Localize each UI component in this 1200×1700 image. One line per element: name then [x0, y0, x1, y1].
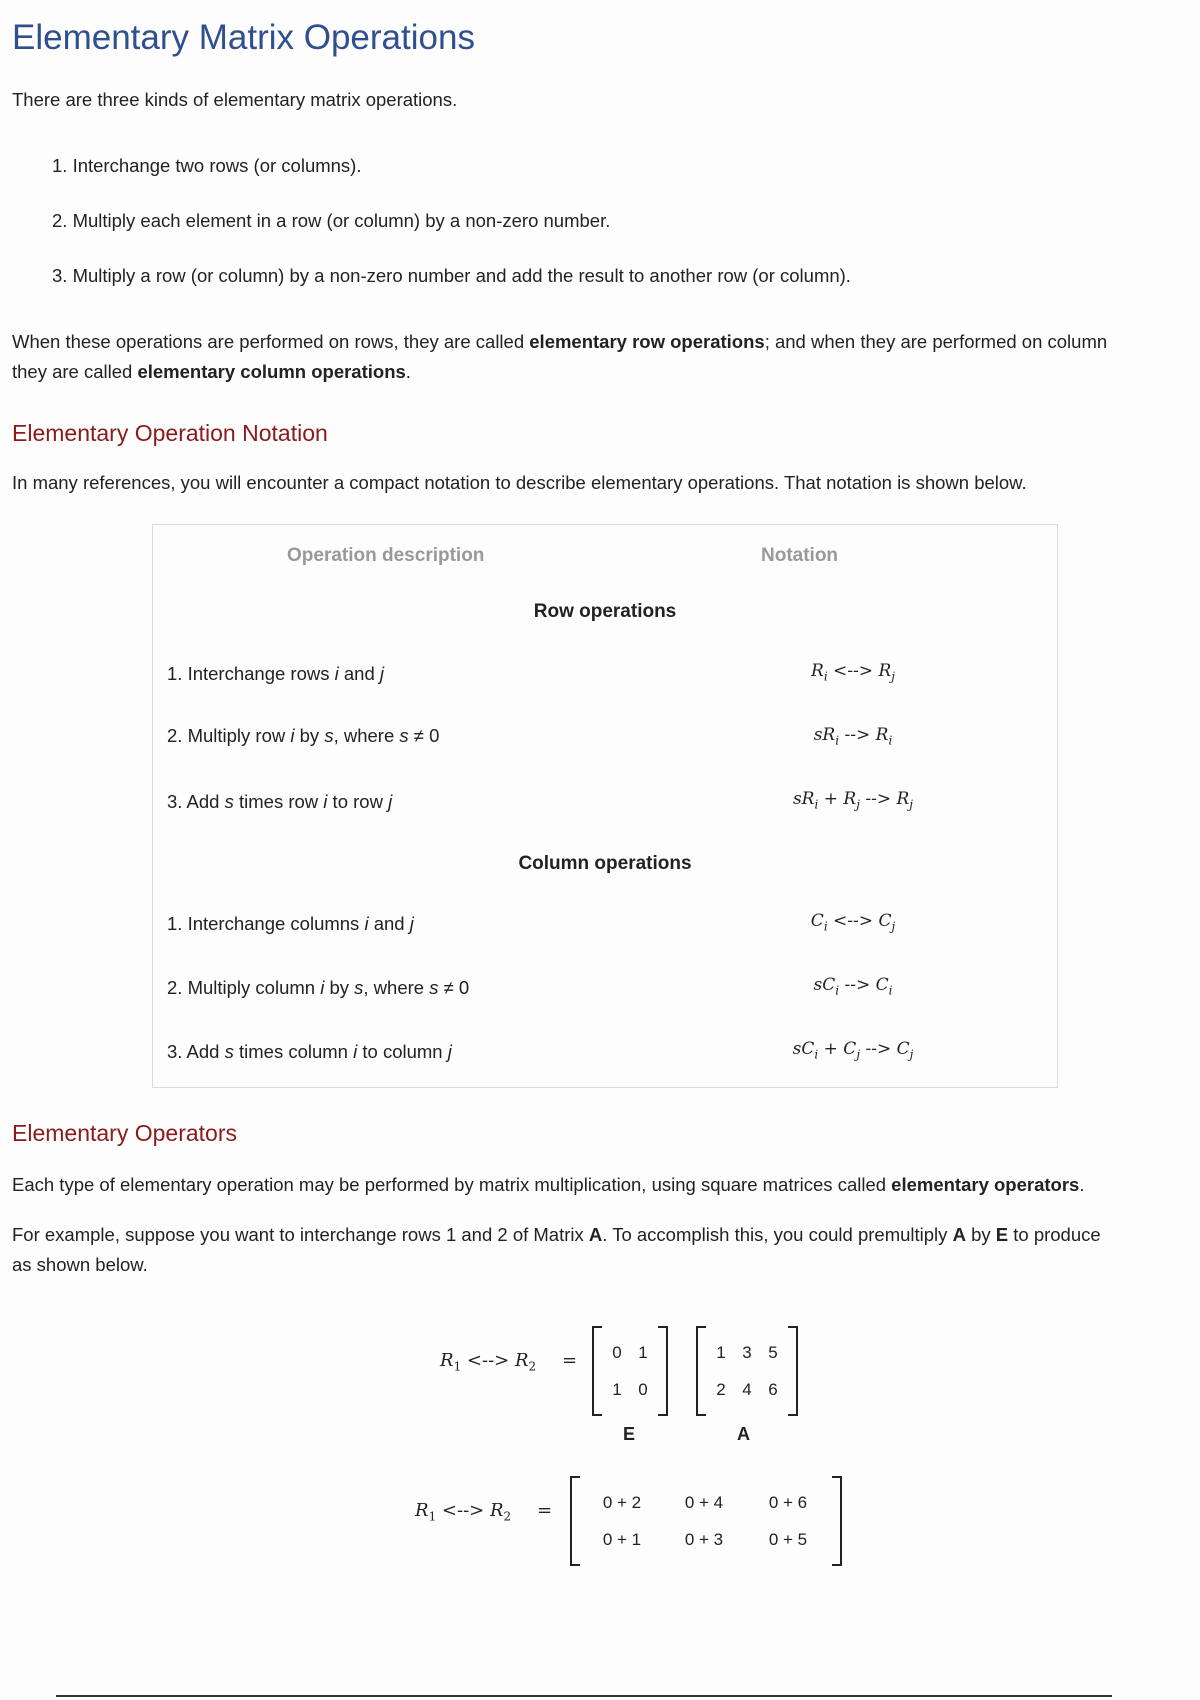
matrix-cell: 0 + 5 — [768, 1530, 808, 1549]
table-row-description: 1. Interchange rows i and j — [167, 663, 385, 684]
matrix-e-label: E — [623, 1424, 636, 1444]
matrix-cell: 0 + 3 — [684, 1530, 724, 1549]
matrix-result — [570, 1476, 842, 1566]
matrix-cell: 3 — [742, 1343, 752, 1362]
matrix-a — [696, 1326, 798, 1416]
operators-paragraph: Each type of elementary operation may be performed by matrix multiplication, using square matrices called elementary operators. — [12, 1174, 1085, 1195]
column-operations-heading: Column operations — [518, 853, 692, 874]
matrix-cell: 0 — [612, 1343, 622, 1362]
matrix-cell: 0 + 1 — [602, 1530, 642, 1549]
page-title: Elementary Matrix Operations — [12, 18, 475, 57]
notation-table: Operation description Notation Row operations 1. Interchange rows i and j $R_i$ <--> $R_j$ 2. Multiply row i by s, where s ≠ 0 $sR_i$ --> $R_i$ 3. Add s times row i to row j $sR_i + R_j$ --> $R_j$ Column operations 1. Interchange columns i and j $C_i$ <--> $C_j$ 2. Multiply column i by s, where s ≠ 0 $sC_i$ --> $C_i$ 3. Add s times column i to column j $sC_i + C_j$ --> $C_j$ — [152, 524, 1058, 1088]
notation-intro: In many references, you will encounter a compact notation to describe elementary operations. That notation is shown below. — [12, 472, 1027, 493]
matrix-cell: 0 + 6 — [768, 1493, 808, 1512]
matrix-cell: 6 — [768, 1380, 778, 1399]
table-header-notation: Notation — [761, 545, 839, 566]
matrix-cell: 0 — [638, 1380, 648, 1399]
list-item: 3. Multiply a row (or column) by a non-zero number and add the result to another row (or column). — [52, 265, 851, 286]
table-row-description: 2. Multiply column i by s, where s ≠ 0 — [167, 977, 470, 998]
matrix-cell: 1 — [638, 1343, 648, 1362]
matrix-cell: 1 — [716, 1343, 726, 1362]
bottom-divider — [56, 1695, 1112, 1697]
row-operations-heading: Row operations — [533, 601, 677, 622]
table-row-description: 3. Add s times column i to column j — [167, 1041, 452, 1062]
table-row-description: 1. Interchange columns i and j — [167, 913, 414, 934]
matrix-cell: 1 — [612, 1380, 622, 1399]
table-row-description: 3. Add s times row i to row j — [167, 791, 393, 812]
equals-sign: = — [537, 1500, 553, 1521]
table-header-description: Operation description — [287, 545, 485, 566]
list-item: 1. Interchange two rows (or columns). — [52, 155, 362, 176]
matrix-cell: 5 — [768, 1343, 778, 1362]
section-heading-notation: Elementary Operation Notation — [12, 420, 328, 446]
equation-label: $R_1$ <--> $R_2$ — [415, 1500, 512, 1524]
matrix-e — [592, 1326, 668, 1416]
definition-paragraph: When these operations are performed on rows, they are called elementary row operations; and when they are performed on column they are called elementary column operations. — [12, 331, 1108, 382]
matrix-cell: 4 — [742, 1380, 752, 1399]
intro-text: There are three kinds of elementary matrix operations. — [12, 89, 458, 110]
matrix-cell: 2 — [716, 1380, 726, 1399]
list-item: 2. Multiply each element in a row (or column) by a non-zero number. — [52, 210, 611, 231]
matrix-cell: 0 + 4 — [684, 1493, 724, 1512]
table-row-description: 2. Multiply row i by s, where s ≠ 0 — [167, 725, 440, 746]
equation-label: $R_1$ <--> $R_2$ — [440, 1350, 537, 1374]
section-heading-operators: Elementary Operators — [12, 1120, 237, 1146]
example-paragraph: For example, suppose you want to interchange rows 1 and 2 of Matrix A. To accomplish this, you could premultiply A by E to produce as shown below. — [12, 1224, 1101, 1275]
matrix-cell: 0 + 2 — [602, 1493, 642, 1512]
matrix-a-label: A — [737, 1424, 750, 1444]
equals-sign: = — [562, 1350, 578, 1371]
